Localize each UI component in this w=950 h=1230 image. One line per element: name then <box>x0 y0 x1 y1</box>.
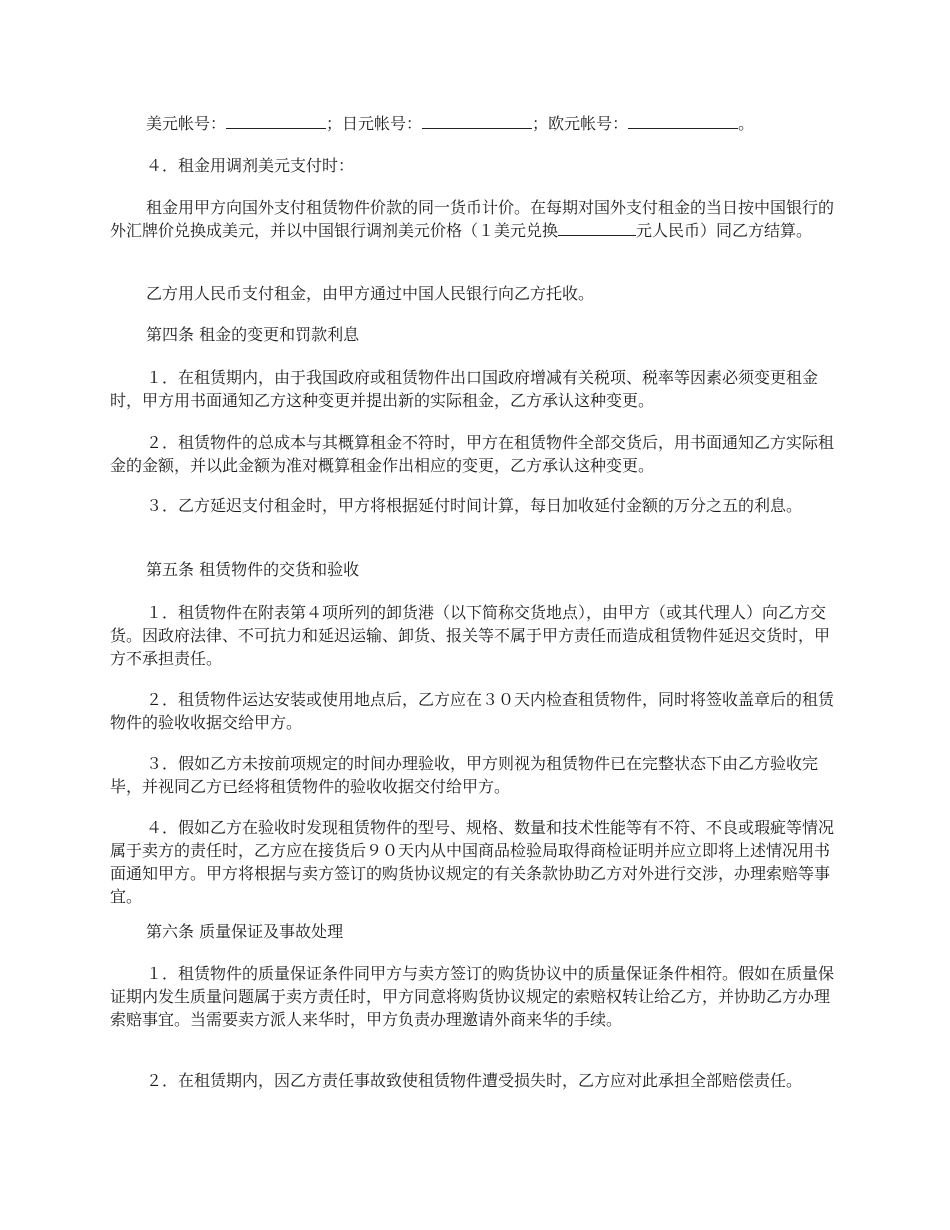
item4-body: 租金用甲方向国外支付租赁物件价款的同一货币计价。在每期对国外支付租金的当日按中国银行的外汇牌价兑换成美元，并以中国银行调剂美元价格（１美元兑换 元人民币）同乙方结算。 <box>110 198 835 240</box>
article6-item2: ２．在租赁期内，因乙方责任事故致使租赁物件遭受损失时，乙方应对此承担全部赔偿责任。 <box>146 1071 803 1090</box>
usd-account-blank <box>226 112 326 129</box>
jpy-account-label: 日元帐号： <box>342 114 423 133</box>
article5-item2: ２．租赁物件运达安装或使用地点后，乙方应在３０天内检查租赁物件，同时将签收盖章后的租赁物件的验收收据交给甲方。 <box>110 690 835 732</box>
usd-account-label: 美元帐号： <box>146 114 227 133</box>
rmb-payment-paragraph: 乙方用人民币支付租金，由甲方通过中国人民银行向乙方托收。 <box>146 284 595 303</box>
article5-title: 第五条 租赁物件的交货和验收 <box>146 560 360 579</box>
article5-item4: ４．假如乙方在验收时发现租赁物件的型号、规格、数量和技术性能等有不符、不良或瑕疵等情况属于卖方的责任时，乙方应在接货后９０天内从中国商品检验局取得商检证明并应立即将上述情况用书面通知甲方。甲方将根据与卖方签订的购货协议规定的有关条款协助乙方对外进行交涉，办理索赔等事宜。 <box>110 818 835 906</box>
eur-account-blank <box>628 112 738 129</box>
article4-item3: ３．乙方延迟支付租金时，甲方将根据延付时间计算，每日加收延付金额的万分之五的利息。 <box>146 496 803 515</box>
article5-item1: １．租赁物件在附表第４项所列的卸货港（以下简称交货地点），由甲方（或其代理人）向乙方交货。因政府法律、不可抗力和延迟运输、卸货、报关等不属于甲方责任而造成租赁物件延迟交货时，甲方不承担责任。 <box>110 603 831 668</box>
article5-item3: ３．假如乙方未按前项规定的时间办理验收，甲方则视为租赁物件已在完整状态下由乙方验收完毕，并视同乙方已经将租赁物件的验收收据交付给甲方。 <box>110 754 819 796</box>
eur-account-label: 欧元帐号： <box>548 114 629 133</box>
exchange-rate-blank <box>558 219 636 236</box>
jpy-account-blank <box>422 112 532 129</box>
account-numbers-line: 美元帐号： ；日元帐号： ；欧元帐号： 。 <box>146 114 755 133</box>
article6-item1: １．租赁物件的质量保证条件同甲方与卖方签订的购货协议中的质量保证条件相符。假如在质量保证期内发生质量问题属于卖方责任时，甲方同意将购货协议规定的索赔权转让给乙方，并协助乙方办理索赔事宜。当需要卖方派人来华时，甲方负责办理邀请外商来华的手续。 <box>110 964 835 1029</box>
item4-heading: ４．租金用调剂美元支付时： <box>146 156 355 175</box>
article4-item2: ２．租赁物件的总成本与其概算租金不符时，甲方在租赁物件全部交货后，用书面通知乙方实际租金的金额，并以此金额为准对概算租金作出相应的变更，乙方承认这种变更。 <box>110 433 835 475</box>
article4-title: 第四条 租金的变更和罚款利息 <box>146 325 360 344</box>
article6-title: 第六条 质量保证及事故处理 <box>146 922 344 941</box>
article4-item1: １．在租赁期内，由于我国政府或租赁物件出口国政府增减有关税项、税率等因素必须变更租金时，甲方用书面通知乙方这种变更并提出新的实际租金，乙方承认这种变更。 <box>110 368 819 410</box>
